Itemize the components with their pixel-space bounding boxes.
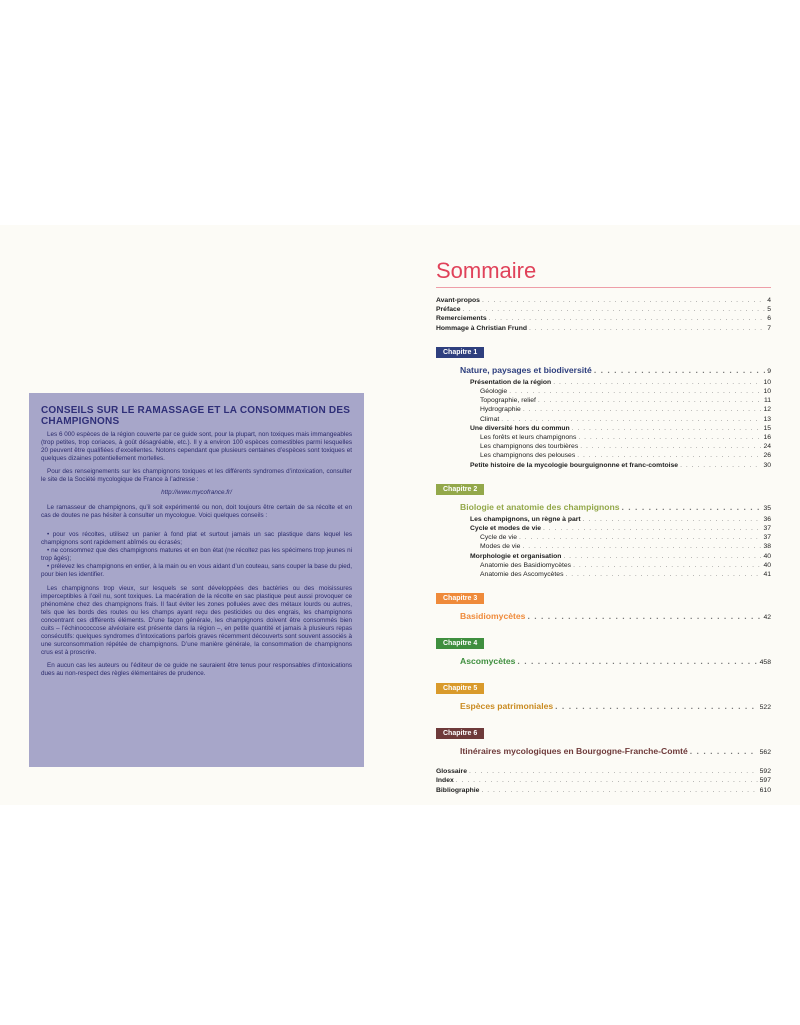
toc-leader-dots — [527, 610, 761, 622]
toc-chapter — [436, 341, 771, 470]
toc-leader-dots — [481, 786, 757, 795]
toc-entry — [436, 378, 771, 387]
toc-leader-dots — [583, 515, 762, 524]
chapter-title: Biologie et anatomie des champignons — [460, 501, 620, 512]
toc-leader-dots — [469, 767, 758, 776]
toc-entry-page: 40 — [763, 552, 771, 560]
toc-entry-page: 24 — [763, 443, 771, 451]
toc-leader-dots — [594, 364, 765, 376]
toc-entry-label: Glossaire — [436, 768, 467, 776]
toc-leader-dots — [501, 415, 761, 424]
toc-entry-label: Hydrographie — [480, 406, 521, 414]
toc-leader-dots — [482, 296, 765, 305]
toc-entry-page: 5 — [767, 306, 771, 314]
table-of-contents — [436, 258, 771, 795]
toc-chapter — [436, 632, 771, 669]
toc-entry — [436, 396, 771, 405]
toc-leader-dots — [573, 561, 761, 570]
toc-chapter — [436, 587, 771, 624]
chapter-tag: Chapitre 2 — [436, 484, 484, 495]
toc-entry-label: Les champignons des tourbières — [480, 443, 579, 451]
toc-entry-label: Avant-propos — [436, 297, 480, 304]
toc-chapter — [436, 677, 771, 714]
toc-entry-page: 36 — [763, 515, 771, 523]
toc-entry — [436, 776, 771, 785]
chapter-tag: Chapitre 6 — [436, 728, 484, 739]
toc-entry — [436, 561, 771, 570]
toc-entry-page: 16 — [763, 434, 771, 442]
toc-entry — [436, 442, 771, 451]
toc-leader-dots — [519, 533, 761, 542]
chapter-title: Itinéraires mycologiques en Bourgogne-Franche-Comté — [460, 746, 688, 757]
toc-entry-label: Cycle de vie — [480, 534, 518, 542]
chapter-tag: Chapitre 4 — [436, 638, 484, 649]
toc-front-matter — [436, 296, 771, 333]
toc-entry-page: 10 — [763, 388, 771, 396]
toc-back-matter — [436, 767, 771, 795]
toc-entry-label: Morphologie et organisation — [470, 552, 562, 560]
toc-entry-page: 38 — [763, 543, 771, 551]
toc-entry-page: 4 — [767, 297, 771, 304]
toc-entry-page: 592 — [759, 768, 771, 776]
chapter-page: 42 — [763, 614, 771, 622]
toc-entry-label: Climat — [480, 415, 500, 423]
toc-entry-label: Les champignons, un règne à part — [470, 515, 581, 523]
toc-entry — [436, 767, 771, 776]
toc-leader-dots — [690, 745, 758, 757]
toc-title-rule — [436, 287, 771, 288]
toc-leader-dots — [577, 451, 761, 460]
toc-leader-dots — [580, 442, 761, 451]
toc-chapter — [436, 478, 771, 579]
toc-leader-dots — [566, 570, 762, 579]
chapter-title: Nature, paysages et biodiversité — [460, 364, 592, 375]
toc-entry — [436, 314, 771, 323]
toc-entry — [436, 415, 771, 424]
toc-entry-label: Géologie — [480, 388, 508, 396]
toc-leader-dots — [489, 314, 766, 323]
toc-entry-page: 15 — [763, 424, 771, 432]
advice-paragraph: Les 6 000 espèces de la région couverte par ce guide sont, pour la plupart, non toxiques mais immangeables (trop petites, trop coriaces, à goût désagréable, etc.). Il y a environ 100 espèces comestibles parmi lesquelles 20 peuvent être qualifiées d’excellentes. Notons cependant que plusieurs centaines d’espèces sont toxiques et quelques dizaines potentiellement mortelles. — [41, 431, 352, 462]
toc-entry-page: 610 — [759, 786, 771, 794]
toc-chapter — [436, 722, 771, 759]
toc-entry — [436, 424, 771, 433]
toc-entry-label: Modes de vie — [480, 543, 521, 551]
toc-entry — [436, 433, 771, 442]
toc-entry-page: 11 — [763, 397, 771, 405]
toc-leader-dots — [529, 324, 765, 333]
toc-leader-dots — [523, 405, 762, 414]
chapter-title: Espèces patrimoniales — [460, 701, 554, 712]
toc-entry-page: 7 — [767, 324, 771, 332]
toc-entry-label: Préface — [436, 306, 461, 314]
toc-leader-dots — [463, 305, 766, 314]
toc-entry-label: Présentation de la région — [470, 378, 552, 386]
chapter-title: Ascomycètes — [460, 656, 516, 667]
toc-entry-label: Anatomie des Basidiomycètes — [480, 561, 572, 569]
toc-entry-page: 6 — [767, 315, 771, 323]
advice-paragraph: Pour des renseignements sur les champignons toxiques et les différents syndromes d’intoxication, consulter le site de la Société mycologique de France à l’adresse : — [41, 468, 352, 483]
toc-entry — [436, 524, 771, 533]
toc-entry — [436, 305, 771, 314]
chapter-tag: Chapitre 5 — [436, 683, 484, 694]
toc-leader-dots — [563, 552, 761, 561]
toc-leader-dots — [538, 396, 762, 405]
toc-entry — [436, 461, 771, 470]
chapter-page: 9 — [767, 367, 771, 375]
toc-entry — [436, 570, 771, 579]
toc-leader-dots — [555, 700, 758, 712]
toc-entry — [436, 533, 771, 542]
toc-leader-dots — [622, 501, 762, 513]
toc-entry — [436, 324, 771, 333]
toc-leader-dots — [456, 776, 758, 785]
toc-leader-dots — [543, 524, 761, 533]
toc-leader-dots — [509, 387, 761, 396]
toc-leader-dots — [680, 461, 761, 470]
chapter-title-entry — [436, 700, 771, 714]
chapter-title: Basidiomycètes — [460, 611, 526, 622]
toc-entry-page: 10 — [763, 378, 771, 386]
toc-entry-page: 12 — [763, 406, 771, 414]
toc-leader-dots — [553, 378, 761, 387]
toc-entry-label: Petite histoire de la mycologie bourguignonne et franc-comtoise — [470, 461, 679, 469]
toc-entry — [436, 515, 771, 524]
toc-entry-label: Index — [436, 777, 454, 785]
toc-entry-page: 41 — [763, 571, 771, 579]
toc-entry-label: Cycle et modes de vie — [470, 525, 542, 533]
toc-entry — [436, 405, 771, 414]
toc-entry — [436, 542, 771, 551]
advice-paragraph: Le ramasseur de champignons, qu’il soit expérimenté ou non, doit toujours être certain de sa récolte et en cas de doutes ne pas hésiter à consulter un mycologue. Voici quelques conseils : — [41, 504, 352, 519]
toc-chapters — [436, 341, 771, 759]
chapter-page: 562 — [759, 749, 771, 757]
toc-entry-label: Les forêts et leurs champignons — [480, 434, 577, 442]
toc-entry — [436, 296, 771, 305]
toc-entry-page: 37 — [763, 525, 771, 533]
chapter-page: 35 — [763, 504, 771, 512]
toc-entry-page: 40 — [763, 561, 771, 569]
advice-url: http://www.mycofrance.fr/ — [161, 489, 232, 496]
advice-paragraph: Les champignons trop vieux, sur lesquels se sont développées des bactéries ou des moisissures imperceptibles à l’œil nu, sont toxiques. La macération de la récolte en sac plastique peut aussi provoquer ce phénomène chez des champignons frais. Il faut éviter les zones polluées avec des métaux lourds ou autres, tels que les bords des routes ou les champs ayant reçu des pesticides ou des engrais, les champignons concentrant ces différents éléments. D’une façon générale, les champignons doivent être consommés bien cuits – l’échinococcose alvéolaire est présente dans la région –, en petite quantité et jamais à plusieurs repas consécutifs: quelques syndromes d’intoxications parfois graves récemment découverts sont souvent associés à une surconsommation répétée de champignons. D’une manière générale, la consommation de champignons crus est à proscrire. — [41, 585, 352, 656]
toc-entry-label: Hommage à Christian Frund — [436, 324, 528, 332]
toc-title: Sommaire — [436, 258, 537, 283]
chapter-title-entry — [436, 745, 771, 759]
toc-entry-label: Une diversité hors du commun — [470, 424, 570, 432]
advice-paragraph: En aucun cas les auteurs ou l’éditeur de ce guide ne sauraient être tenus pour responsables d’intoxications dues au non-respect des règles élémentaires de prudence. — [41, 662, 352, 677]
chapter-title-entry — [436, 610, 771, 624]
toc-entry-label: Bibliographie — [436, 786, 480, 794]
chapter-tag: Chapitre 1 — [436, 347, 484, 358]
toc-entry-label: Topographie, relief — [480, 397, 536, 405]
chapter-title-entry — [436, 655, 771, 669]
toc-entry-page: 37 — [763, 534, 771, 542]
toc-entry-page: 30 — [763, 461, 771, 469]
toc-entry-page: 13 — [763, 415, 771, 423]
advice-bullet: • ne consommez que des champignons matures et en bon état (ne récoltez pas les spécimens trop jeunes ni trop âgés); — [41, 547, 352, 562]
chapter-title-entry — [436, 364, 771, 378]
advice-bullet: • pour vos récoltes, utilisez un panier à fond plat et surtout jamais un sac plastique dans lequel les champignons sont rapidement abîmés ou écrasés; — [41, 531, 352, 546]
toc-entry-label: Les champignons des pelouses — [480, 452, 576, 460]
chapter-page: 522 — [759, 704, 771, 712]
toc-leader-dots — [572, 424, 762, 433]
toc-entry-label: Anatomie des Ascomycètes — [480, 571, 564, 579]
toc-leader-dots — [517, 655, 757, 667]
advice-title: CONSEILS SUR LE RAMASSAGE ET LA CONSOMMATION DES CHAMPIGNONS — [41, 405, 351, 427]
toc-entry-page: 597 — [759, 777, 771, 785]
chapter-tag: Chapitre 3 — [436, 593, 484, 604]
toc-entry — [436, 387, 771, 396]
toc-entry — [436, 552, 771, 561]
toc-entry — [436, 451, 771, 460]
chapter-title-entry — [436, 501, 771, 515]
advice-box — [29, 393, 364, 767]
toc-leader-dots — [522, 542, 761, 551]
chapter-page: 458 — [759, 659, 771, 667]
toc-entry-label: Remerciements — [436, 315, 487, 323]
toc-entry — [436, 786, 771, 795]
toc-entry-page: 26 — [763, 452, 771, 460]
toc-leader-dots — [578, 433, 761, 442]
advice-bullet: • prélevez les champignons en entier, à la main ou en vous aidant d’un couteau, sans couper la base du pied, pour bien les identifier. — [41, 563, 353, 578]
